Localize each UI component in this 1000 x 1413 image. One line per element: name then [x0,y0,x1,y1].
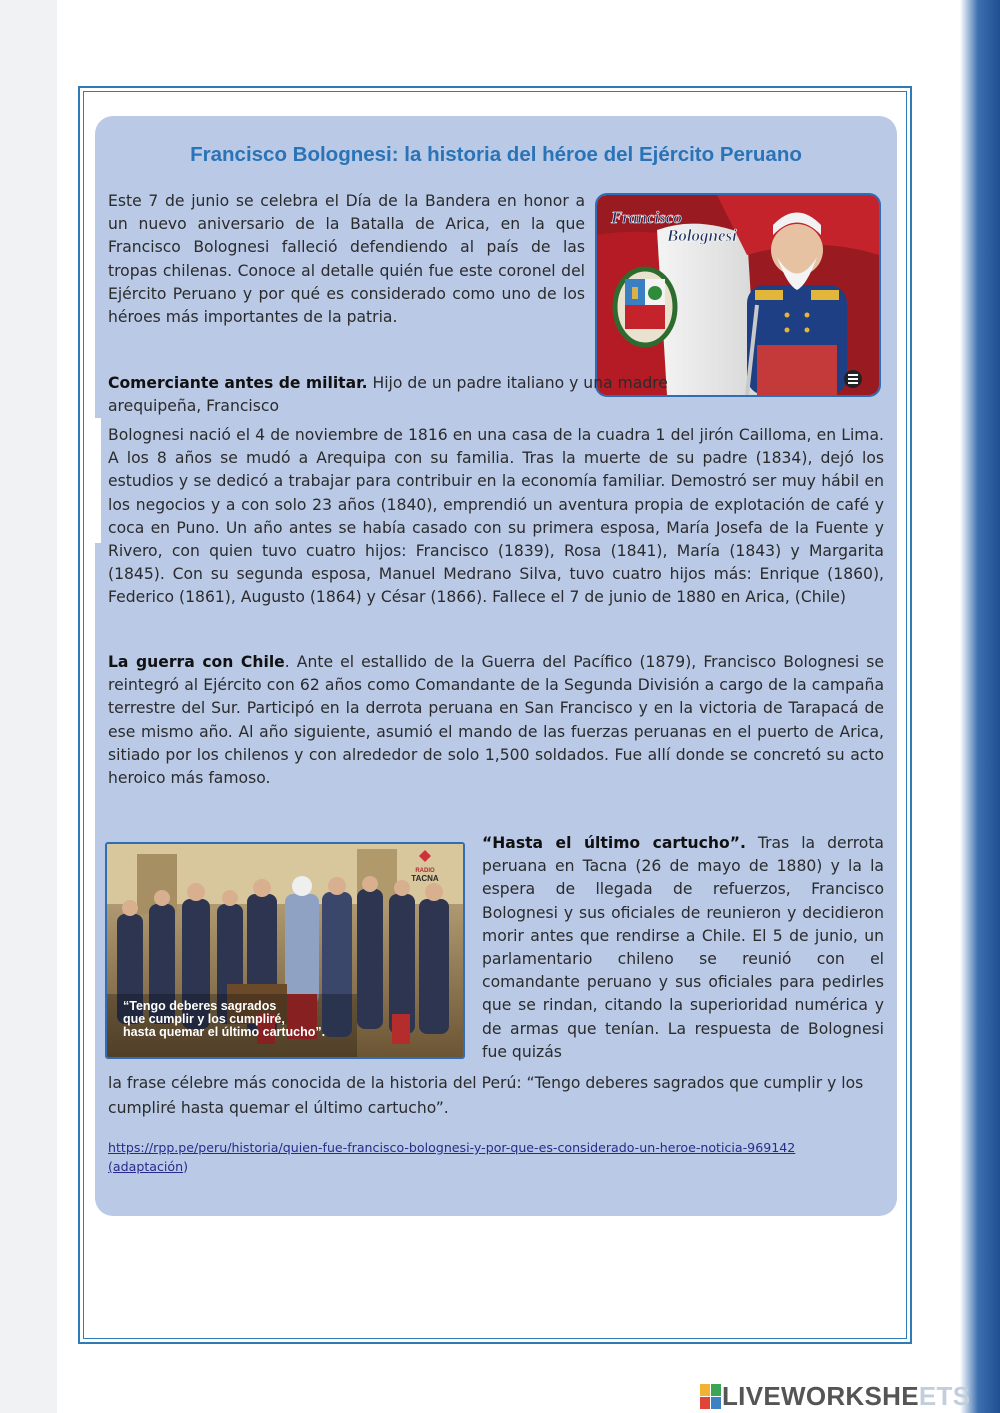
svg-text:RADIO: RADIO [415,868,435,874]
page-left-margin [0,0,57,1413]
painting-quote-line1: “Tengo deberes sagrados [123,999,277,1013]
section-2-heading: La guerra con Chile [108,653,285,671]
section-3-continuation: la frase célebre más conocida de la historia del Perú: “Tengo deberes sagrados que cumplir y los cumpliré hasta quemar el último cartucho”. [108,1074,864,1117]
section-3-paragraph: “Hasta el último cartucho”. Tras la derrota peruana en Tacna (26 de mayo de 1880) y la la espera de llegada de refuerzos, Francisco Bolognesi y sus oficiales de reunieron y decidieron morir antes que rendirse a Chile. El 5 de junio, un parlamentario chileno se reunió con el comandante peruano y sus oficiales para pedirles que se rindan, citando la superioridad numérica y de armas que tenían. La respuesta de Bolognesi fue quizás [482,834,884,1061]
section-1-lead: Comerciante antes de militar. Hijo de un padre italiano y una madre arequipeña, Francisco [108,374,668,416]
liveworksheets-logo[interactable] [700,1381,970,1412]
last-cartridge-painting-image [105,842,465,1059]
portrait-caption-line2: Bolognesi [667,226,737,245]
section-2-paragraph: La guerra con Chile. Ante el estallido de la Guerra del Pacífico (1879), Francisco Bolognesi se reintegró al Ejército con 62 años como Comandante de la Segunda División a cargo de la campaña terrestre del Sur. Participó en la derrota peruana en San Francisco y en la victoria de Tarapacá de ese mismo año. Al año siguiente, asumió el mando de las fuerzas peruanas en el puerto de Arica, sitiado por los chilenos y con alrededor de solo 1,500 soldados. Fue allí donde se concretó su acto heroico más famoso. [108,653,885,788]
liveworksheets-badge-icon [700,1384,722,1410]
section-1-heading: Comerciante antes de militar. [108,374,368,392]
intro-paragraph: Este 7 de junio se celebra el Día de la Bandera en honor a un nuevo aniversario de la Batalla de Arica, en la que Francisco Bolognesi falleció defendiendo al país de las tropas chilenas. Conoce al detalle quién fue este coronel del Ejército Peruano y por qué es considerado como uno de los héroes más importantes de la patria. [108,192,585,327]
painting-illustration [107,844,463,1057]
source-note[interactable]: (adaptación [108,1159,184,1174]
worksheet-title: Francisco Bolognesi: la historia del héroe del Ejército Peruano [190,143,802,166]
bolognesi-portrait-image [595,193,881,397]
section-3-heading: “Hasta el último cartucho”. [482,834,746,852]
page-right-edge [960,0,1000,1413]
painting-quote-line3: hasta quemar el último cartucho”. [123,1025,326,1039]
source-link[interactable]: https://rpp.pe/peru/historia/quien-fue-francisco-bolognesi-y-por-que-es-considerado-un-heroe-noticia-969142 [108,1140,796,1155]
section-1-body: Bolognesi nació el 4 de noviembre de 1816 en una casa de la cuadra 1 del jirón Cailloma, en Lima. A los 8 años se mudó a Arequipa con su familia. Tras la muerte de su padre (1834), dejó los estudios y se dedicó a trabajar para contribuir en la economía familiar. Demostró ser muy hábil en los negocios y a con solo 23 años (1840), emprendió un aventura propia de explotación de café y coca en Puno. Un año antes se había casado con su primera esposa, María Josefa de la Fuente y Rivero, con quien tuvo cuatro hijos: Francisco (1839), Rosa (1841), María (1843) y Margarita (1845). Con su segunda esposa, Manuel Medrano Silva, tuvo cuatro hijos más: Enrique (1860), Federico (1861), Augusto (1864) y César (1866). Fallece el 7 de junio de 1880 en Arica, (Chile) [108,426,884,607]
painting-quote-line2: que cumplir y los cumpliré, [123,1012,285,1026]
liveworksheets-wordmark: LIVEWORKSHEETS [722,1381,971,1411]
source-citation: https://rpp.pe/peru/historia/quien-fue-francisco-bolognesi-y-por-que-es-considerado-un-heroe-noticia-969142 (adaptación) [108,1140,796,1174]
coat-of-arms-icon [615,269,675,345]
portrait-caption-line1: Francisco [611,208,682,227]
panel-notch [95,418,101,543]
portrait-illustration [597,195,879,395]
svg-text:TACNA: TACNA [411,874,439,883]
